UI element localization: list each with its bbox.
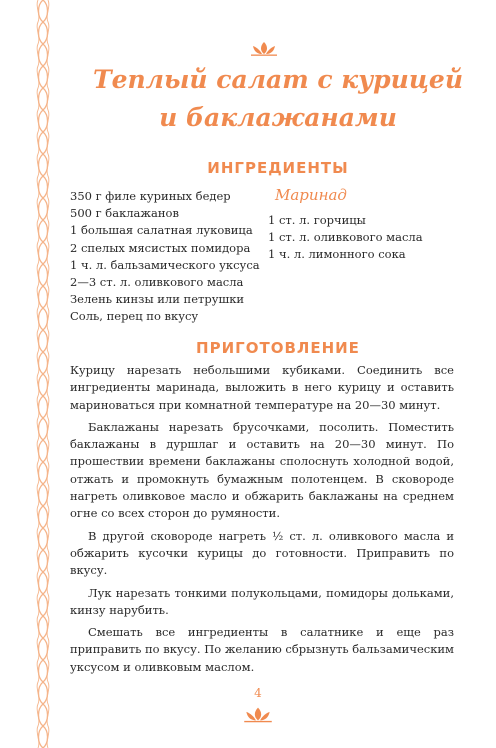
lotus-ornament-icon [247,40,281,56]
preparation-paragraph: В другой сковороде нагреть ½ ст. л. оливкового масла и обжарить кусочки курицы до готовности. Приправить по вкусу. [70,528,454,578]
ingredient-item: 1 большая салатная луковица [70,223,253,238]
ingredient-item: 2—3 ст. л. оливкового масла [70,275,244,290]
page-number: 4 [254,686,262,700]
ingredient-item: 2 спелых мясистых помидора [70,240,251,255]
recipe-title-line-1: Теплый салат с курицей [93,65,463,94]
lotus-ornament-bottom-icon [240,705,276,723]
recipe-title-line-2: и баклажанами [159,103,397,132]
decorative-wave-border [34,0,52,748]
marinade-title: Маринад [275,186,347,204]
ingredient-item: Соль, перец по вкусу [70,309,199,324]
preparation-heading: ПРИГОТОВЛЕНИЕ [196,339,360,357]
preparation-paragraph: Баклажаны нарезать брусочками, посолить. Поместить баклажаны в дуршлаг и оставить на 20—30 минут. По прошествии времени баклажаны сполоснуть холодной водой, отжать и промокнуть бумажным полотенцем. В сковороде нагреть оливковое масло и обжарить баклажаны на среднем огне со всех сторон до румяности. [70,419,454,521]
preparation-paragraph: Смешать все ингредиенты в салатнике и еще раз приправить по вкусу. По желанию сбрызнуть бальзамическим уксусом и оливковым маслом. [70,625,454,674]
preparation-paragraph: Курицу нарезать небольшими кубиками. Соединить все ингредиенты маринада, выложить в него курицу и оставить мариноваться при комнатной температуре на 20—30 минут. [70,363,454,412]
ingredient-item: 500 г баклажанов [70,206,179,221]
marinade-item: 1 ст. л. горчицы [268,213,366,227]
preparation-paragraph: Лук нарезать тонкими полукольцами, помидоры дольками, кинзу нарубить. [70,585,454,617]
ingredients-heading: ИНГРЕДИЕНТЫ [207,159,349,177]
marinade-list [268,212,423,264]
marinade-item: 1 ч. л. лимонного сока [268,247,406,262]
ingredient-item: 350 г филе куриных бедер [70,189,231,203]
ingredient-item: Зелень кинзы или петрушки [70,292,245,307]
preparation-text [70,362,454,681]
marinade-item: 1 ст. л. оливкового масла [268,230,423,245]
ingredient-item: 1 ч. л. бальзамического уксуса [70,257,260,272]
ingredients-list [70,188,260,326]
